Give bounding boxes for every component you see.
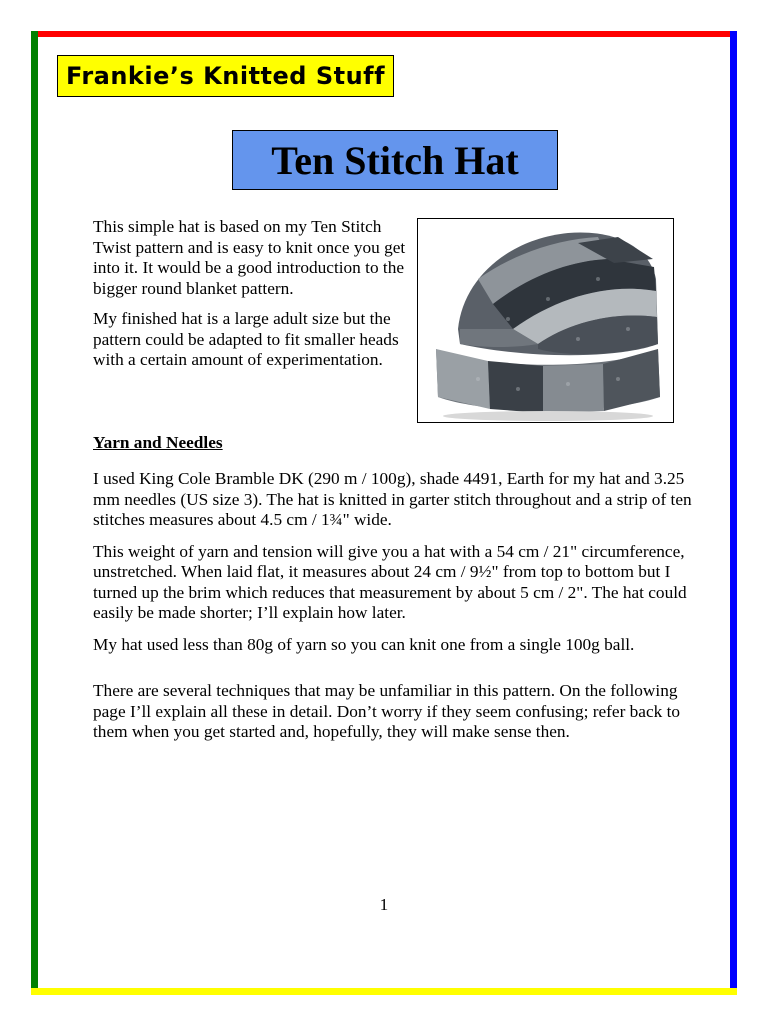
intro-paragraph: My finished hat is a large adult size but the pattern could be adapted to fit smaller heads with a certain amount of experimentation. <box>93 309 399 369</box>
body-paragraph: I used King Cole Bramble DK (290 m / 100g), shade 4491, Earth for my hat and 3.25 mm needles (US size 3). The hat is knitted in garter stitch throughout and a strip of ten stitches measures about 4.5 cm / 1¾" wide. <box>93 469 692 529</box>
page-border-left <box>31 31 38 995</box>
title-banner <box>232 130 558 190</box>
section-heading-yarn-and-needles: Yarn and Needles <box>93 433 223 452</box>
body-paragraph: There are several techniques that may be unfamiliar in this pattern. On the following page I’ll explain all these in detail. Don’t worry if they seem confusing; refer back to them when you get started and, hopefully, they will make sense then. <box>93 681 681 741</box>
intro-paragraph: This simple hat is based on my Ten Stitch Twist pattern and is easy to knit once you get into it. It would be a good introduction to the bigger round blanket pattern. <box>93 217 406 298</box>
page-number: 1 <box>379 895 389 914</box>
hat-image <box>418 219 673 422</box>
page-border-right <box>730 31 737 995</box>
page-title: Ten Stitch Hat <box>271 137 519 183</box>
brand-name: Frankie’s Knitted Stuff <box>65 62 386 90</box>
knitted-hat-photo <box>417 218 674 423</box>
body-paragraph: This weight of yarn and tension will give you a hat with a 54 cm / 21" circumference, unstretched. When laid flat, it measures about 24 cm / 9½" from top to bottom but I turned up the brim which reduces that measurement by about 5 cm / 2". The hat could easily be made shorter; I’ll explain how later. <box>93 541 687 622</box>
body-text <box>93 469 703 754</box>
page-border-top <box>31 31 737 37</box>
brand-banner <box>57 55 394 97</box>
body-paragraph: My hat used less than 80g of yarn so you can knit one from a single 100g ball. <box>93 634 635 654</box>
page-border-bottom <box>31 988 737 995</box>
intro-text <box>93 217 413 381</box>
